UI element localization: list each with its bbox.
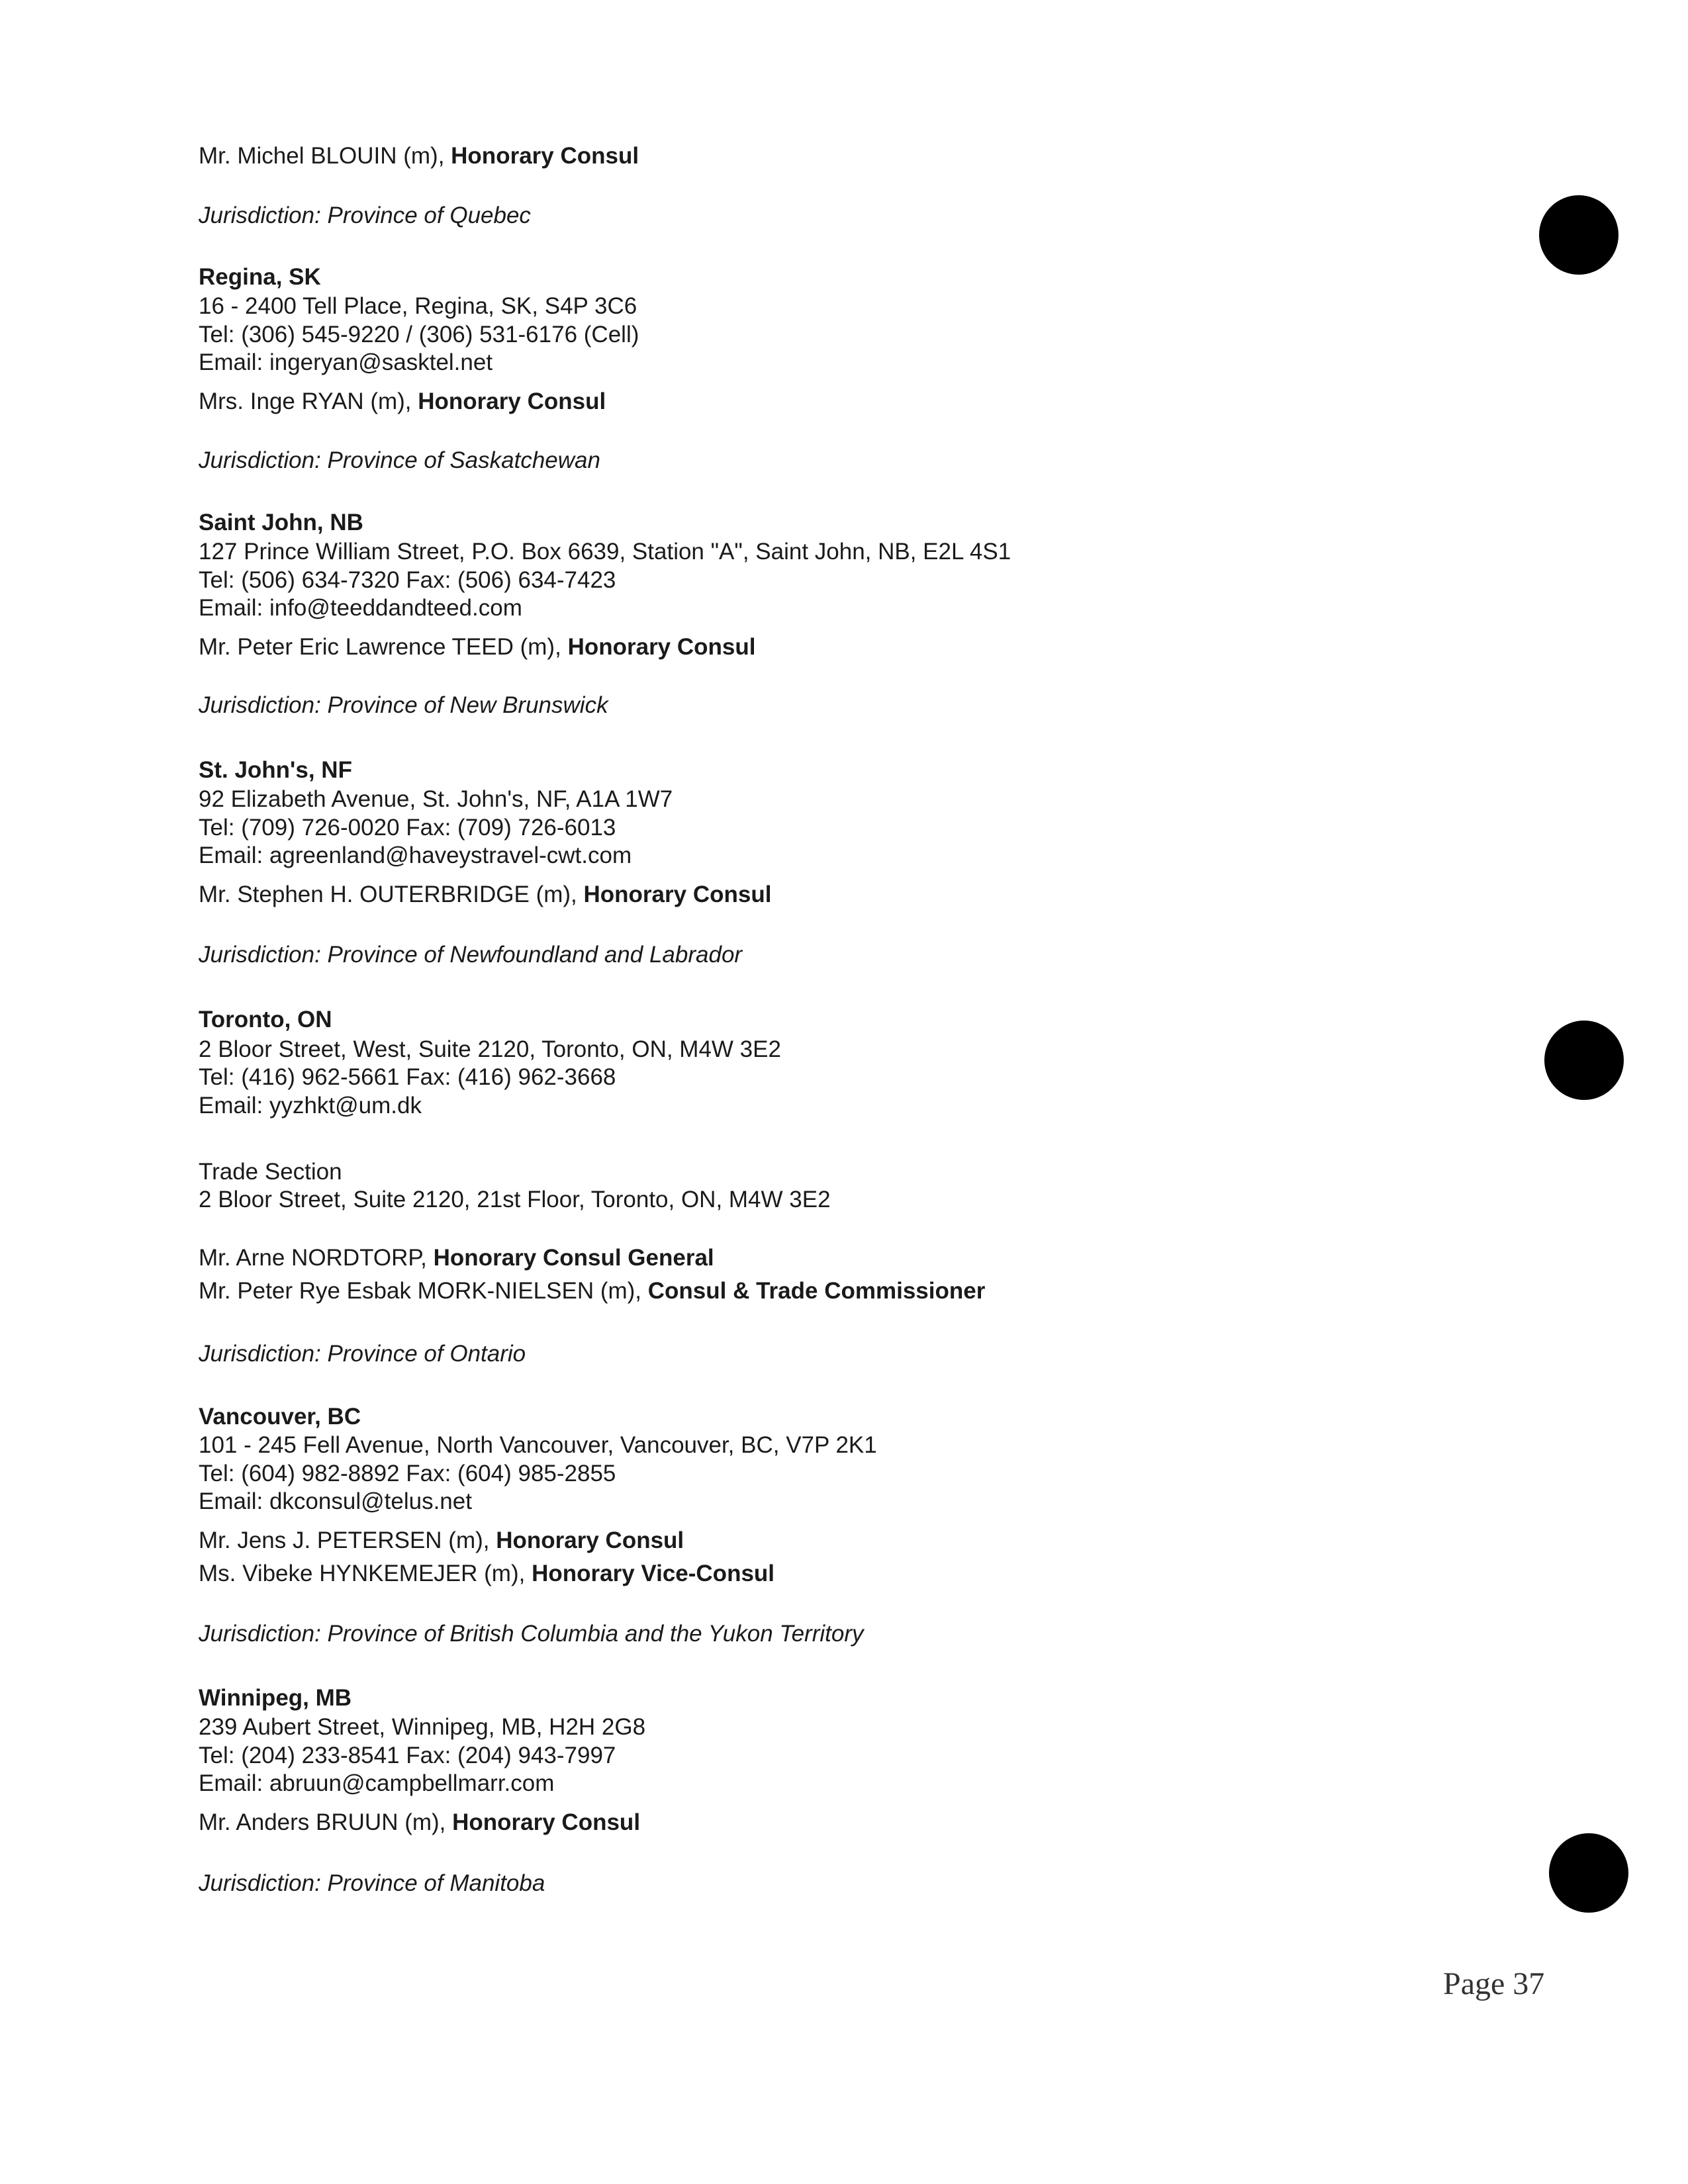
jurisdiction-label: Jurisdiction: [199, 942, 321, 968]
city-heading: Regina, SK [199, 264, 321, 290]
email: Email: info@teeddandteed.com [199, 595, 522, 621]
jurisdiction-line [199, 941, 742, 969]
city-heading: Vancouver, BC [199, 1404, 361, 1430]
official-name: Mr. Stephen H. OUTERBRIDGE (m), [199, 882, 577, 907]
official-title: Honorary Consul [451, 143, 639, 169]
official-line [199, 1560, 774, 1588]
jurisdiction-label: Jurisdiction: [199, 447, 321, 473]
jurisdiction-value: Province of New Brunswick [327, 692, 608, 718]
trade-section-heading: Trade Section [199, 1159, 342, 1185]
hole-punch-mark [1539, 195, 1618, 275]
official-line [199, 388, 606, 416]
hole-punch-mark [1544, 1021, 1624, 1100]
official-line [199, 142, 639, 170]
hole-punch-mark [1549, 1833, 1628, 1913]
jurisdiction-line [199, 1620, 863, 1648]
official-name: Mr. Jens J. PETERSEN (m), [199, 1527, 490, 1553]
jurisdiction-line [199, 1340, 526, 1368]
jurisdiction-label: Jurisdiction: [199, 203, 321, 228]
official-name: Mrs. Inge RYAN (m), [199, 388, 412, 414]
official-title: Honorary Consul [452, 1809, 641, 1835]
city-heading: Saint John, NB [199, 510, 363, 535]
telephone: Tel: (604) 982-8892 Fax: (604) 985-2855 [199, 1461, 616, 1486]
jurisdiction-value: Province of Ontario [327, 1341, 526, 1367]
official-title: Consul & Trade Commissioner [647, 1278, 986, 1304]
official-title: Honorary Consul [418, 388, 606, 414]
jurisdiction-line [199, 447, 600, 475]
jurisdiction-line [199, 1870, 545, 1897]
jurisdiction-line [199, 692, 608, 719]
telephone: Tel: (506) 634-7320 Fax: (506) 634-7423 [199, 567, 616, 593]
official-title: Honorary Consul [583, 882, 772, 907]
official-title: Honorary Vice-Consul [532, 1561, 775, 1586]
email: Email: agreenland@haveystravel-cwt.com [199, 842, 632, 868]
official-line [199, 1527, 684, 1555]
jurisdiction-value: Province of Manitoba [327, 1870, 545, 1896]
official-line [199, 1809, 640, 1837]
official-name: Mr. Peter Eric Lawrence TEED (m), [199, 634, 561, 660]
official-title: Honorary Consul [496, 1527, 684, 1553]
email: Email: dkconsul@telus.net [199, 1488, 472, 1514]
email: Email: yyzhkt@um.dk [199, 1093, 422, 1118]
email: Email: ingeryan@sasktel.net [199, 349, 493, 375]
trade-section-address: 2 Bloor Street, Suite 2120, 21st Floor, Toronto, ON, M4W 3E2 [199, 1187, 831, 1212]
jurisdiction-label: Jurisdiction: [199, 692, 321, 718]
jurisdiction-line [199, 202, 531, 230]
official-line [199, 881, 771, 909]
official-title: Honorary Consul [567, 634, 756, 660]
jurisdiction-label: Jurisdiction: [199, 1341, 321, 1367]
official-name: Mr. Michel BLOUIN (m), [199, 143, 445, 169]
jurisdiction-value: Province of Quebec [327, 203, 531, 228]
official-name: Mr. Peter Rye Esbak MORK-NIELSEN (m), [199, 1278, 642, 1304]
city-heading: Winnipeg, MB [199, 1685, 352, 1711]
jurisdiction-label: Jurisdiction: [199, 1870, 321, 1896]
address: 16 - 2400 Tell Place, Regina, SK, S4P 3C6 [199, 293, 637, 319]
official-line [199, 633, 755, 661]
email: Email: abruun@campbellmarr.com [199, 1770, 555, 1796]
city-heading: St. John's, NF [199, 757, 352, 783]
address: 127 Prince William Street, P.O. Box 6639, Station "A", Saint John, NB, E2L 4S1 [199, 539, 1011, 565]
address: 239 Aubert Street, Winnipeg, MB, H2H 2G8 [199, 1714, 646, 1740]
address: 2 Bloor Street, West, Suite 2120, Toronto, ON, M4W 3E2 [199, 1036, 781, 1062]
address: 92 Elizabeth Avenue, St. John's, NF, A1A 1W7 [199, 786, 673, 812]
telephone: Tel: (416) 962-5661 Fax: (416) 962-3668 [199, 1064, 616, 1090]
official-name: Mr. Anders BRUUN (m), [199, 1809, 446, 1835]
official-title: Honorary Consul General [433, 1245, 714, 1271]
official-line [199, 1244, 714, 1272]
official-name: Mr. Arne NORDTORP, [199, 1245, 427, 1271]
telephone: Tel: (709) 726-0020 Fax: (709) 726-6013 [199, 815, 616, 841]
city-heading: Toronto, ON [199, 1007, 332, 1032]
official-line [199, 1277, 985, 1305]
jurisdiction-value: Province of British Columbia and the Yukon Territory [327, 1621, 864, 1647]
telephone: Tel: (204) 233-8541 Fax: (204) 943-7997 [199, 1743, 616, 1768]
official-name: Ms. Vibeke HYNKEMEJER (m), [199, 1561, 526, 1586]
page-number: Page 37 [1443, 1966, 1545, 2001]
telephone: Tel: (306) 545-9220 / (306) 531-6176 (Cell) [199, 322, 639, 347]
jurisdiction-value: Province of Newfoundland and Labrador [327, 942, 743, 968]
address: 101 - 245 Fell Avenue, North Vancouver, Vancouver, BC, V7P 2K1 [199, 1432, 877, 1458]
jurisdiction-value: Province of Saskatchewan [327, 447, 600, 473]
jurisdiction-label: Jurisdiction: [199, 1621, 321, 1647]
